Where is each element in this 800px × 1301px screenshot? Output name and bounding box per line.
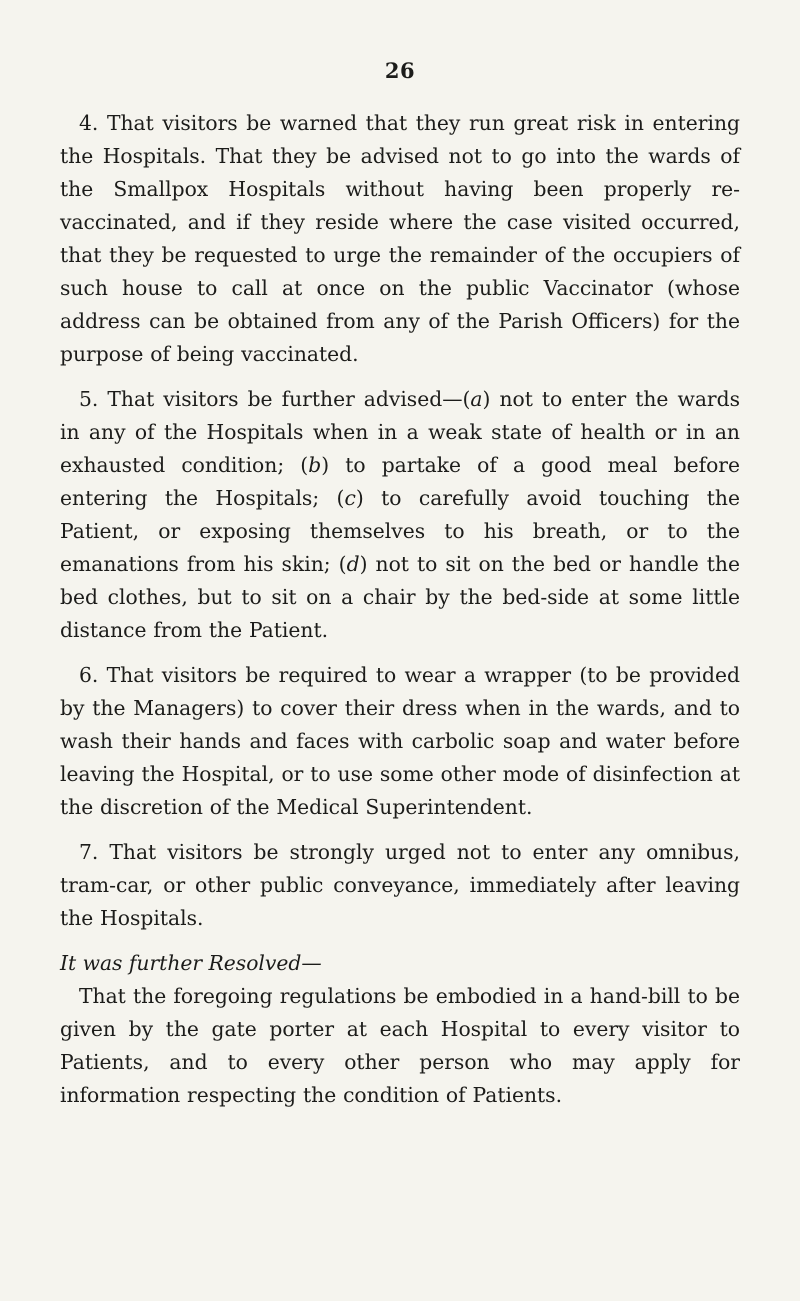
- paragraph-number: 7.: [79, 840, 99, 864]
- paragraph-text-part3: ) to carefully avoid touching the Patient, or exposing themselves to his breath, or to the emanations from his skin; (: [60, 486, 740, 576]
- paragraph-number: 5.: [79, 387, 99, 411]
- item-letter-d: d: [346, 552, 360, 576]
- paragraph-4: [60, 107, 740, 371]
- item-letter-a: a: [470, 387, 483, 411]
- paragraph-text: That visitors be strongly urged not to enter any omnibus, tram-car, or other public conveyance, immediately after leaving the Hospitals.: [60, 840, 740, 930]
- paragraph-text-part2: ) to partake of a good meal before entering the Hospitals; (: [60, 453, 740, 510]
- paragraph-text: That visitors be required to wear a wrapper (to be provided by the Managers) to cover their dress when in the wards, and to wash their hands and faces with carbolic soap and water before leaving the Hospital, or to use some other mode of disinfection at the discretion of the Medical Superintendent.: [60, 663, 740, 819]
- item-letter-c: c: [344, 486, 356, 510]
- resolved-heading: It was further Resolved—: [60, 951, 322, 975]
- paragraph-number: 6.: [79, 663, 99, 687]
- final-paragraph: That the foregoing regulations be embodied in a hand-bill to be given by the gate porter at each Hospital to every visitor to Patients, and to every other person who may apply for information respecting the condition of Patients.: [60, 984, 740, 1107]
- page-number: 26: [384, 58, 416, 83]
- paragraph-5: [60, 383, 740, 647]
- paragraph-6: [60, 659, 740, 824]
- paragraph-text-part1: ) not to enter the wards in any of the Hospitals when in a weak state of health or in an exhausted condition; (: [60, 387, 740, 477]
- paragraph-7: [60, 836, 740, 935]
- paragraph-text-lead: That visitors be further advised—(: [107, 387, 471, 411]
- item-letter-b: b: [308, 453, 322, 477]
- paragraph-text: That visitors be warned that they run great risk in entering the Hospitals. That they be advised not to go into the wards of the Smallpox Hospitals without having been properly re-vaccinated, and if they reside where the case visited occurred, that they be requested to urge the remainder of the occupiers of such house to call at once on the public Vaccinator (whose address can be obtained from any of the Parish Officers) for the purpose of being vaccinated.: [60, 111, 740, 366]
- paragraph-number: 4.: [79, 111, 99, 135]
- paragraph-text-part4: ) not to sit on the bed or handle the bed clothes, but to sit on a chair by the bed-side at some little distance from the Patient.: [60, 552, 740, 642]
